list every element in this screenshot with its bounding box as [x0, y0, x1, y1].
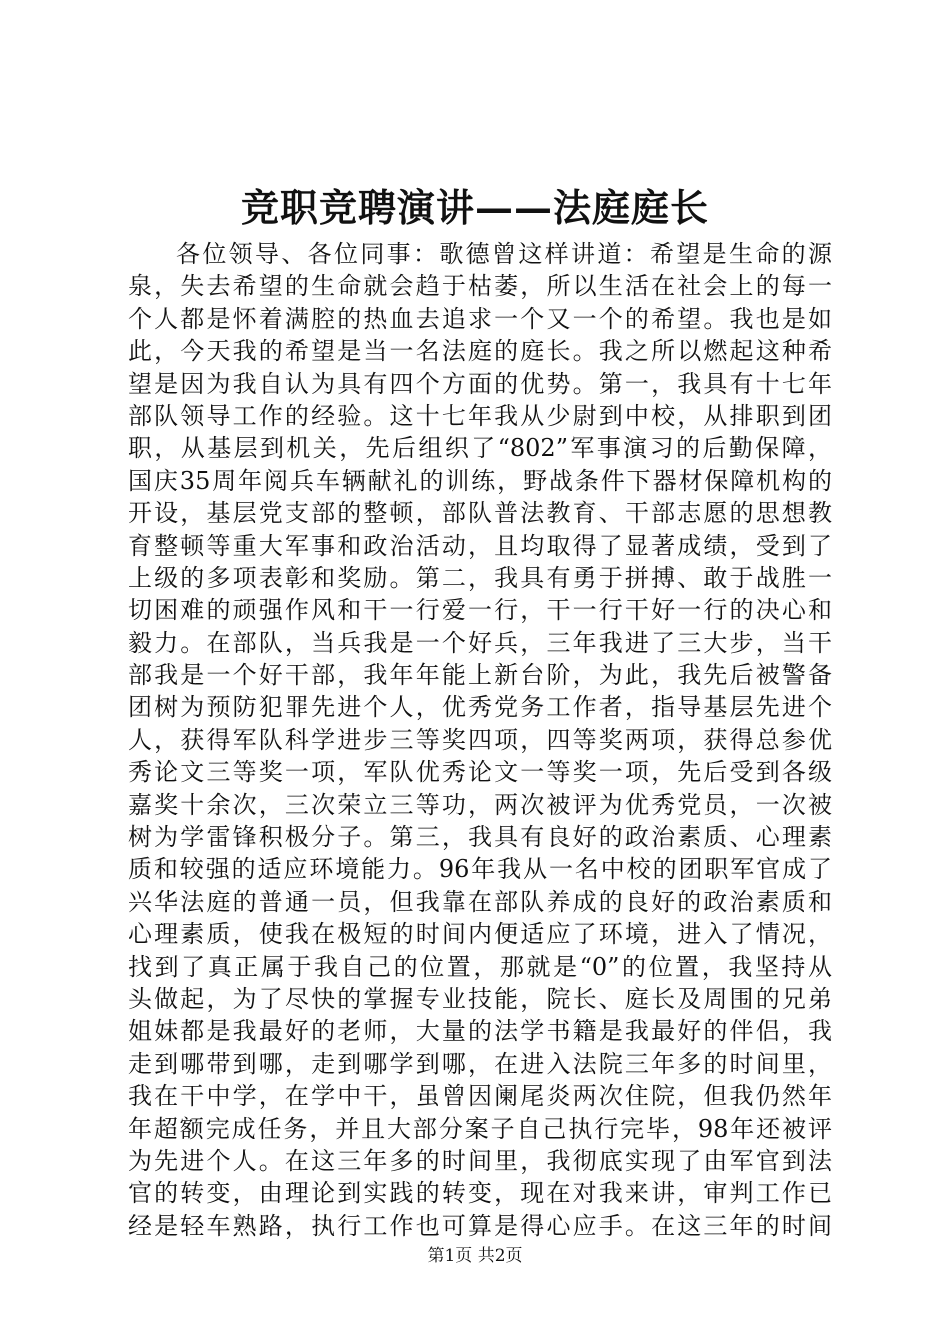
body-line: 育整顿等重大军事和政治活动，且均取得了显著成绩，受到了	[128, 531, 832, 560]
body-line: 姐妹都是我最好的老师，大量的法学书籍是我最好的伴侣，我	[128, 1017, 832, 1046]
body-line: 人，获得军队科学进步三等奖四项，四等奖两项，获得总参优	[128, 725, 832, 754]
body-line: 个人都是怀着满腔的热血去追求一个又一个的希望。我也是如	[128, 304, 832, 333]
body-line: 切困难的顽强作风和干一行爱一行，干一行干好一行的决心和	[128, 596, 832, 625]
document-body	[128, 238, 832, 1242]
body-line: 我在干中学，在学中干，虽曾因阑尾炎两次住院，但我仍然年	[128, 1082, 832, 1111]
body-line: 树为学雷锋积极分子。第三，我具有良好的政治素质、心理素	[128, 823, 832, 852]
body-line: 心理素质，使我在极短的时间内便适应了环境，进入了情况，	[128, 920, 832, 949]
body-line: 各位领导、各位同事：歌德曾这样讲道：希望是生命的源	[176, 240, 832, 268]
document-title: 竞职竞聘演讲——法庭庭长	[240, 185, 709, 230]
body-line: 毅力。在部队，当兵我是一个好兵，三年我进了三大步，当干	[128, 628, 832, 657]
body-line: 经是轻车熟路，执行工作也可算是得心应手。在这三年的时间	[128, 1211, 832, 1240]
body-line: 望是因为我自认为具有四个方面的优势。第一，我具有十七年	[128, 369, 832, 398]
body-line: 部我是一个好干部，我年年能上新台阶，为此，我先后被警备	[128, 661, 832, 690]
body-line: 年超额完成任务，并且大部分案子自己执行完毕，98年还被评	[128, 1114, 832, 1143]
body-line: 此，今天我的希望是当一名法庭的庭长。我之所以燃起这种希	[128, 337, 832, 366]
body-line: 质和较强的适应环境能力。96年我从一名中校的团职军官成了	[128, 855, 832, 884]
body-line: 头做起，为了尽快的掌握专业技能，院长、庭长及周围的兄弟	[128, 984, 832, 1013]
body-line: 嘉奖十余次，三次荣立三等功，两次被评为优秀党员，一次被	[128, 790, 832, 819]
body-line: 秀论文三等奖一项，军队优秀论文一等奖一项，先后受到各级	[128, 758, 832, 787]
body-line: 国庆35周年阅兵车辆献礼的训练，野战条件下器材保障机构的	[128, 466, 832, 495]
body-line: 职，从基层到机关，先后组织了“802”军事演习的后勤保障，	[128, 434, 832, 463]
body-line: 为先进个人。在这三年多的时间里，我彻底实现了由军官到法	[128, 1146, 832, 1175]
body-line: 走到哪带到哪，走到哪学到哪，在进入法院三年多的时间里，	[128, 1049, 832, 1078]
body-line: 官的转变，由理论到实践的转变，现在对我来讲，审判工作已	[128, 1179, 832, 1208]
body-line: 团树为预防犯罪先进个人，优秀党务工作者，指导基层先进个	[128, 693, 832, 722]
body-line: 部队领导工作的经验。这十七年我从少尉到中校，从排职到团	[128, 401, 832, 430]
page-footer: 第1页 共2页	[427, 1246, 523, 1266]
body-line: 开设，基层党支部的整顿，部队普法教育、干部志愿的思想教	[128, 499, 832, 528]
body-line: 上级的多项表彰和奖励。第二，我具有勇于拼搏、敢于战胜一	[128, 563, 832, 592]
body-line: 找到了真正属于我自己的位置，那就是“0”的位置，我坚持从	[128, 952, 832, 981]
body-line: 兴华法庭的普通一员，但我靠在部队养成的良好的政治素质和	[128, 887, 832, 916]
body-line: 泉，失去希望的生命就会趋于枯萎，所以生活在社会上的每一	[128, 272, 832, 301]
